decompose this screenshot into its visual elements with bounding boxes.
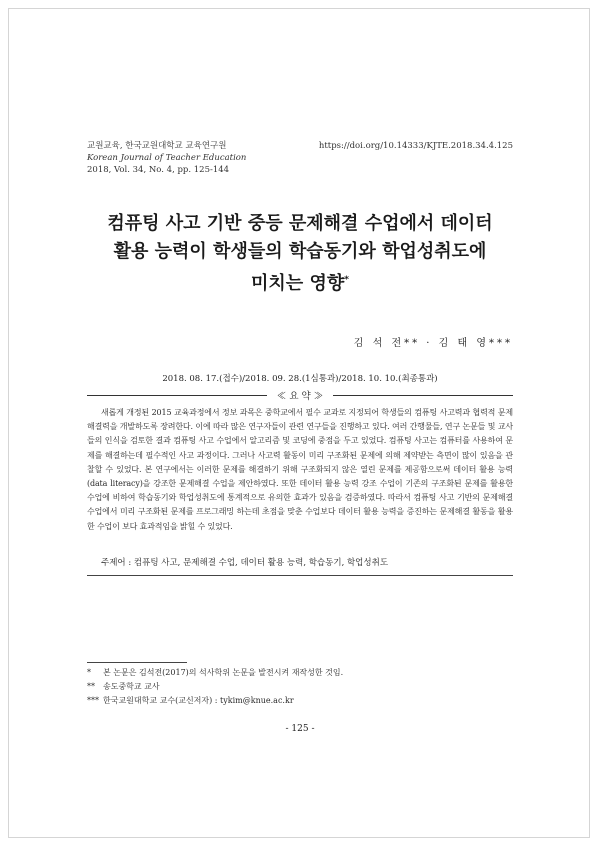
footnote-mark: **	[87, 682, 95, 691]
authors: 김 석 전** · 김 태 영***	[353, 338, 513, 349]
footnote-mark: *	[87, 668, 91, 677]
title-line-3	[87, 266, 513, 298]
footnote-text: 송도중학교 교사	[103, 682, 160, 691]
title-footnote-mark: *	[344, 275, 349, 285]
title-line-3-text: 미치는 영향	[251, 273, 345, 294]
divider-line-left	[87, 395, 267, 396]
journal-name-ko: 교원교육, 한국교원대학교 교육연구원	[87, 141, 227, 151]
footnote-mark: ***	[87, 696, 99, 705]
title-line-1: 컴퓨팅 사고 기반 중등 문제해결 수업에서 데이터	[107, 213, 493, 234]
footnote-item	[87, 694, 513, 708]
doi-link[interactable]: https://doi.org/10.14333/KJTE.2018.34.4.125	[318, 141, 513, 151]
abstract-text: 새롭게 개정된 2015 교육과정에서 정보 과목은 중학교에서 필수 교과로 지정되어 학생들의 컴퓨팅 사고력과 협력적 문제 해결력을 개발하도록 장려한다. 이에 따라 많은 연구자들이 관련 연구들을 진행하고 있다. 여러 간행물들, 연구 논문들 및 교사들의 인식을 검토한 결과 컴퓨팅 사고 수업에서 알고리즘 및 코딩에 중점을 두고 있었다. 컴퓨팅 사고는 컴퓨터를 사용하여 문제를 해결하는데 필수적인 사고 과정이다. 그러나 사고력 활동이 미리 구조화된 문제에 의해 제약받는 측면이 많이 있음을 관찰할 수 있었다. 본 연구에서는 이러한 문제를 해결하기 위해 구조화되지 않은 열린 문제를 제공함으로써 데이터 활용 능력(data literacy)을 강조한 문제해결 수업을 제안하였다. 또한 데이터 활용 능력 강조 수업이 기존의 구조화된 문제를 활용한 수업에 비하여 학습동기와 학업성취도에 통계적으로 유의한 효과가 있음을 검증하였다. 따라서 컴퓨팅 사고 기반의 문제해결 수업에서 미리 구조화된 문제를 프로그래밍 하는데 초점을 맞춘 수업보다 데이터 활용 능력을 증진하는 문제해결 활동을 활용한 수업이 보다 효과적임을 밝힐 수 있었다.	[87, 408, 513, 531]
footnotes	[87, 666, 513, 708]
keywords-value: 컴퓨팅 사고, 문제해결 수업, 데이터 활용 능력, 학습동기, 학업성취도	[133, 558, 389, 568]
keywords-label: 주제어 :	[101, 558, 132, 568]
title-line-2: 활용 능력이 학생들의 학습동기와 학업성취도에	[113, 241, 487, 262]
journal-header	[87, 140, 246, 176]
keywords	[87, 556, 513, 570]
journal-name-en: Korean Journal of Teacher Education	[87, 153, 247, 163]
abstract-divider	[87, 388, 513, 402]
page-number: - 125 -	[285, 724, 315, 734]
footnote-item	[87, 680, 513, 694]
divider-line-right	[333, 395, 513, 396]
submission-dates: 2018. 08. 17.(접수)/2018. 09. 28.(1심통과)/2018. 10. 10.(최종통과)	[162, 374, 438, 384]
footnote-rule	[87, 662, 187, 663]
footnote-text: 본 논문은 김석전(2017)의 석사학위 논문을 발전시켜 재작성한 것임.	[103, 668, 344, 677]
footnote-text: 한국교원대학교 교수(교신저자) : tykim@knue.ac.kr	[103, 696, 294, 705]
volume-info: 2018, Vol. 34, No. 4, pp. 125-144	[87, 165, 230, 175]
footnote-item	[87, 666, 513, 680]
paper-title	[87, 210, 513, 298]
keywords-rule	[87, 575, 513, 576]
abstract-heading: ≪ 요 약 ≫	[276, 391, 324, 402]
